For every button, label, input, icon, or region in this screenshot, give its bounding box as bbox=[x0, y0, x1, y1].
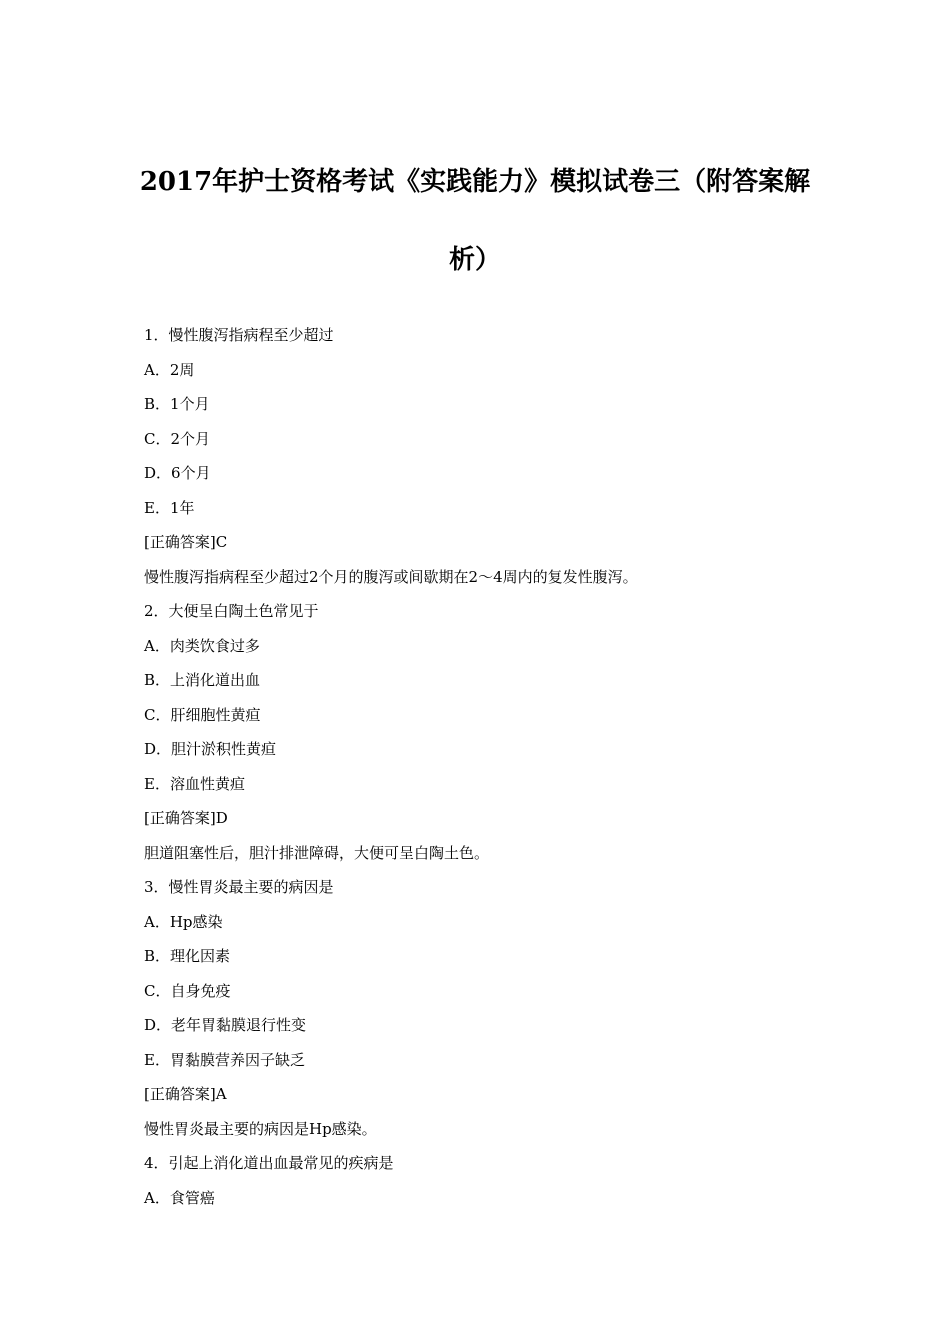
option-d: D．6个月 bbox=[144, 464, 211, 482]
correct-answer: [正确答案]A bbox=[144, 1085, 227, 1103]
option-c: C．自身免疫 bbox=[144, 981, 231, 1000]
option-d: D．胆汁淤积性黄疸 bbox=[144, 740, 277, 758]
question-list bbox=[144, 318, 824, 1215]
answer-explanation: 胆道阻塞性后，胆汁排泄障碍，大便可呈白陶土色。 bbox=[144, 843, 490, 862]
option-d: D．老年胃黏膜退行性变 bbox=[144, 1016, 307, 1034]
title-line-2: 析） bbox=[448, 245, 501, 275]
option-c: C．肝细胞性黄疸 bbox=[144, 705, 261, 724]
option-b: B．理化因素 bbox=[144, 947, 231, 965]
option-a: A．肉类饮食过多 bbox=[144, 636, 260, 655]
correct-answer: [正确答案]C bbox=[144, 533, 228, 551]
question-stem: 4．引起上消化道出血最常见的疾病是 bbox=[144, 1154, 394, 1172]
correct-answer: [正确答案]D bbox=[144, 809, 228, 827]
option-e: E．胃黏膜营养因子缺乏 bbox=[144, 1050, 305, 1069]
option-a: A．Hp感染 bbox=[144, 912, 223, 931]
title-line-1: 2017年护士资格考试《实践能力》模拟试卷三（附答案解 bbox=[139, 167, 811, 197]
question-stem: 1．慢性腹泻指病程至少超过 bbox=[144, 326, 334, 344]
answer-explanation: 慢性胃炎最主要的病因是Hp感染。 bbox=[144, 1119, 377, 1138]
document-title bbox=[100, 143, 850, 299]
option-a: A．2周 bbox=[144, 360, 195, 379]
option-b: B．1个月 bbox=[144, 395, 210, 413]
option-b: B．上消化道出血 bbox=[144, 671, 261, 689]
answer-explanation: 慢性腹泻指病程至少超过2个月的腹泻或间歇期在2～4周内的复发性腹泻。 bbox=[144, 567, 638, 586]
question-stem: 3．慢性胃炎最主要的病因是 bbox=[144, 878, 334, 896]
option-c: C．2个月 bbox=[144, 429, 211, 448]
question-stem: 2．大便呈白陶土色常见于 bbox=[144, 602, 319, 620]
option-e: E．1年 bbox=[144, 498, 195, 517]
option-a: A．食管癌 bbox=[144, 1188, 215, 1207]
option-e: E．溶血性黄疸 bbox=[144, 774, 245, 793]
